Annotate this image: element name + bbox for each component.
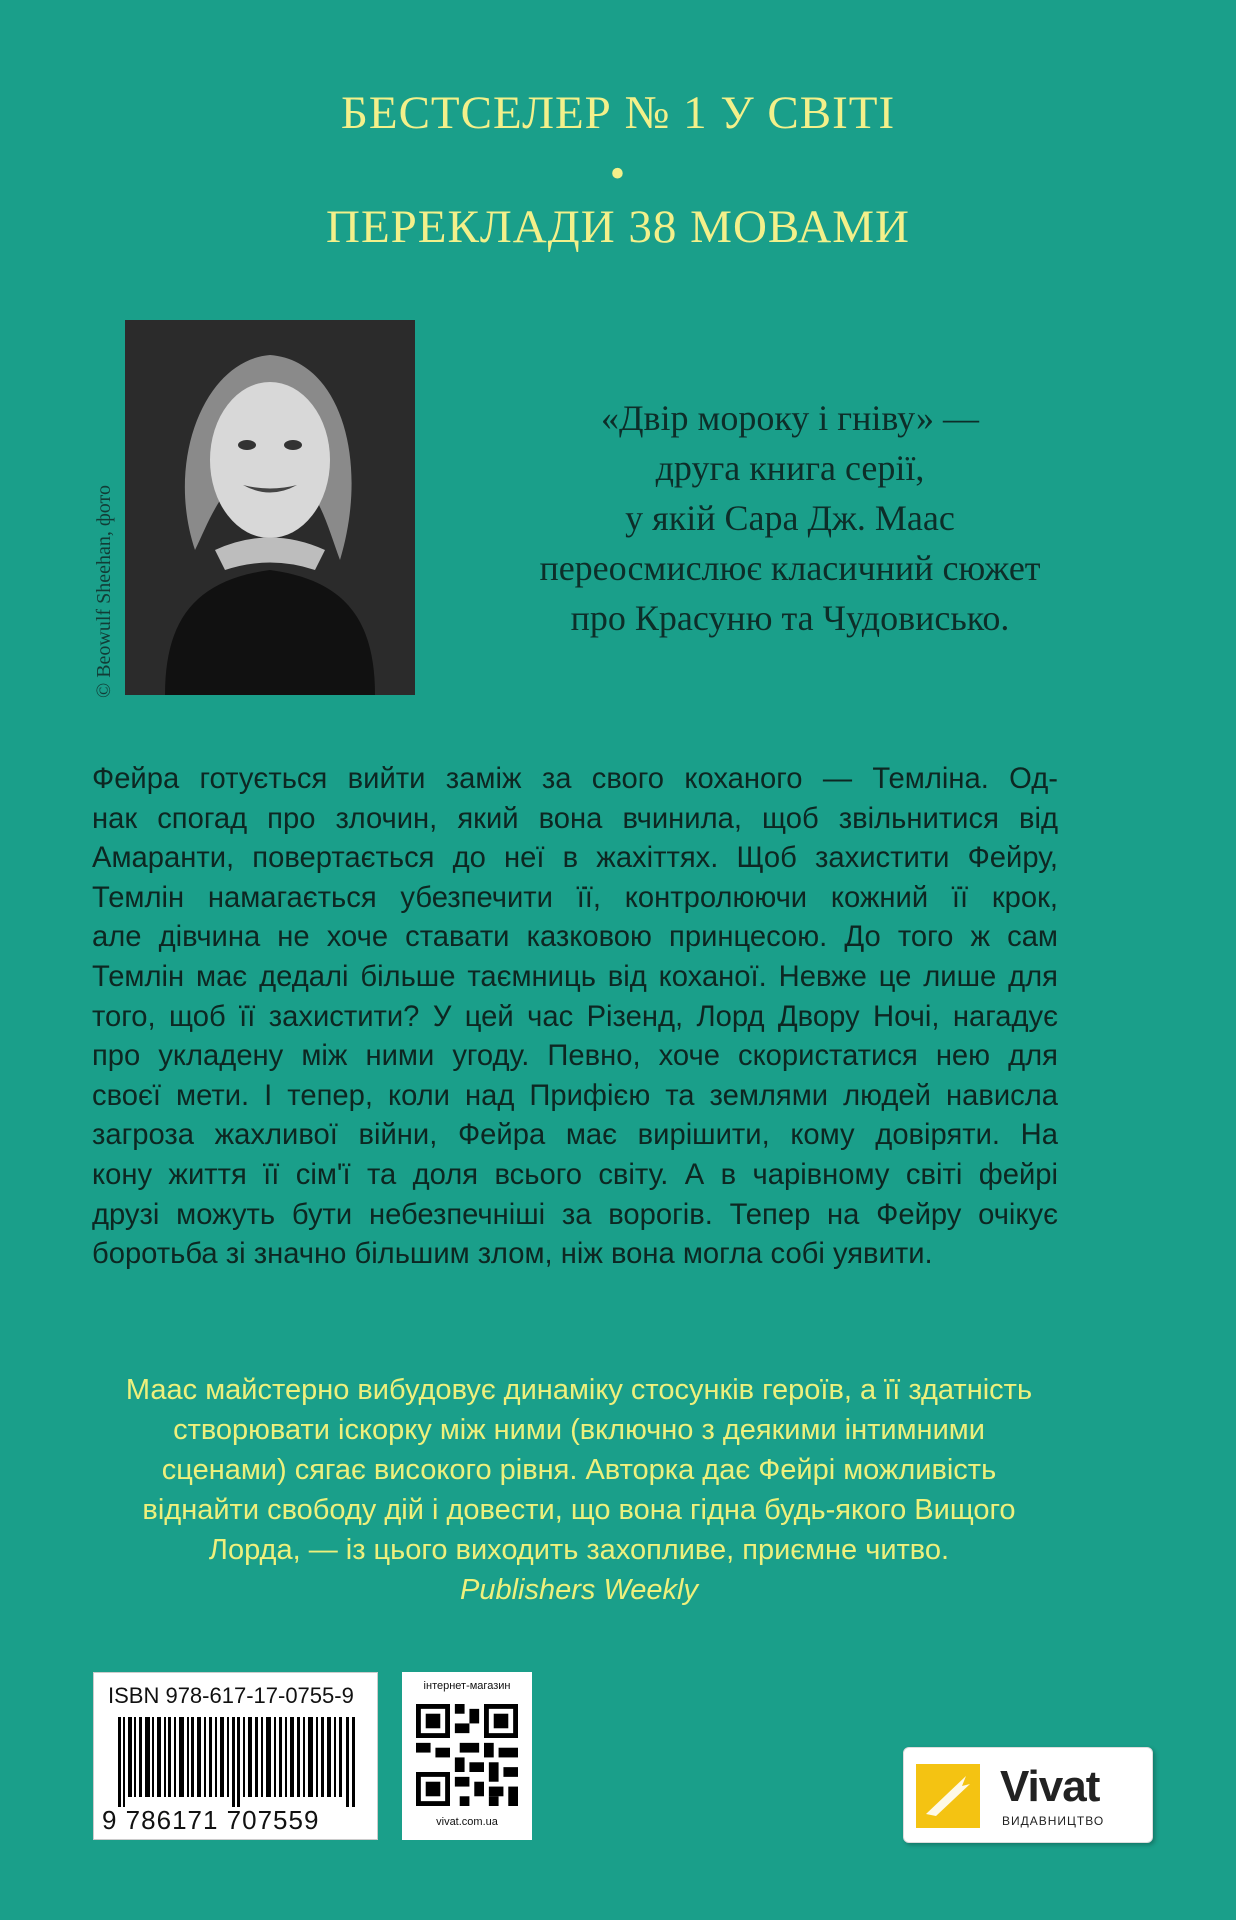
synopsis-line: про укладену між ними угоду. Певно, хоче скористатися нею для	[92, 1040, 1058, 1073]
review-source: Publishers Weekly	[459, 1574, 698, 1606]
synopsis-line: нак спогад про злочин, який вона вчинила, щоб звільнитися від	[92, 802, 1058, 835]
synopsis-line: боротьба зі значно більшим злом, ніж вона могла собі уявити.	[92, 1238, 933, 1271]
tagline-line: у якій Сара Дж. Маас	[625, 498, 955, 538]
synopsis-line: Темлін має дедалі більше таємниць від коханої. Невже це лише для	[92, 960, 1058, 993]
tagline-line: про Красуню та Чудовисько.	[570, 598, 1010, 638]
tagline	[440, 393, 1140, 643]
synopsis	[92, 760, 1058, 1275]
synopsis-line: своєї мети. І тепер, коли над Прифією та землями людей нависла	[92, 1079, 1058, 1112]
synopsis-line: Темлін намагається убезпечити її, контролюючи кожний її крок,	[92, 881, 1058, 914]
review-line: віднайти свободу дій і довести, що вона гідна будь-якого Вищого	[142, 1494, 1016, 1526]
publisher-name: Vivat	[1000, 1762, 1100, 1811]
barcode-icon	[118, 1717, 358, 1807]
publisher-logo	[903, 1747, 1153, 1843]
isbn-label: ISBN 978-617-17-0755-9	[108, 1683, 354, 1708]
headline-translations: ПЕРЕКЛАДИ 38 МОВАМИ	[326, 201, 910, 253]
author-portrait-image	[125, 320, 415, 695]
tagline-line: друга книга серії,	[655, 448, 925, 488]
synopsis-line: загроза жахливої війни, Фейра має вирішити, кому довіряти. На	[92, 1119, 1058, 1152]
synopsis-line: друзі можуть бути небезпечніші за ворогів. Тепер на Фейру очікує	[92, 1198, 1058, 1231]
qr-code-box	[402, 1672, 532, 1840]
qr-code-icon	[416, 1704, 518, 1806]
photo-credit: © Beowulf Sheehan, фото	[93, 485, 115, 698]
review-quote	[96, 1370, 1062, 1610]
review-line: сценами) сягає високого рівня. Авторка дає Фейрі можливість	[161, 1454, 997, 1486]
headline-bestseller: БЕСТСЕЛЕР № 1 У СВІТІ	[340, 87, 896, 139]
synopsis-line: Амаранти, повертається до неї в жахіттях. Щоб захистити Фейру,	[92, 842, 1058, 875]
synopsis-line: того, щоб її захистити? У цей час Різенд, Лорд Двору Ночі, нагадує	[92, 1000, 1058, 1033]
qr-url: vivat.com.ua	[436, 1816, 498, 1828]
review-line: створювати іскорку між ними (включно з деякими інтимними	[173, 1414, 985, 1446]
tagline-line: переосмислює класичний сюжет	[539, 548, 1041, 588]
barcode-digits: 9 786171 707559	[102, 1805, 320, 1835]
review-line: Лорда, — із цього виходить захопливе, приємне читво.	[208, 1534, 950, 1566]
synopsis-line: але дівчина не хоче ставати казковою принцесою. До того ж сам	[92, 921, 1058, 954]
tagline-line: «Двір мороку і гніву» —	[600, 398, 980, 438]
isbn-barcode-box	[93, 1672, 378, 1840]
publisher-subtitle: ВИДАВНИЦТВО	[1002, 1814, 1105, 1828]
vivat-logo-icon	[916, 1764, 980, 1828]
author-photo	[125, 320, 415, 695]
synopsis-line: кону життя її сім'ї та доля всього світу. А в чарівному світі фейрі	[92, 1158, 1058, 1191]
synopsis-line: Фейра готується вийти заміж за свого коханого — Темліна. Од-	[92, 763, 1058, 795]
headline-bullet: •	[609, 149, 627, 198]
review-line: Маас майстерно вибудовує динаміку стосунків героїв, а її здатність	[125, 1374, 1033, 1406]
qr-title: інтернет-магазин	[423, 1680, 511, 1692]
